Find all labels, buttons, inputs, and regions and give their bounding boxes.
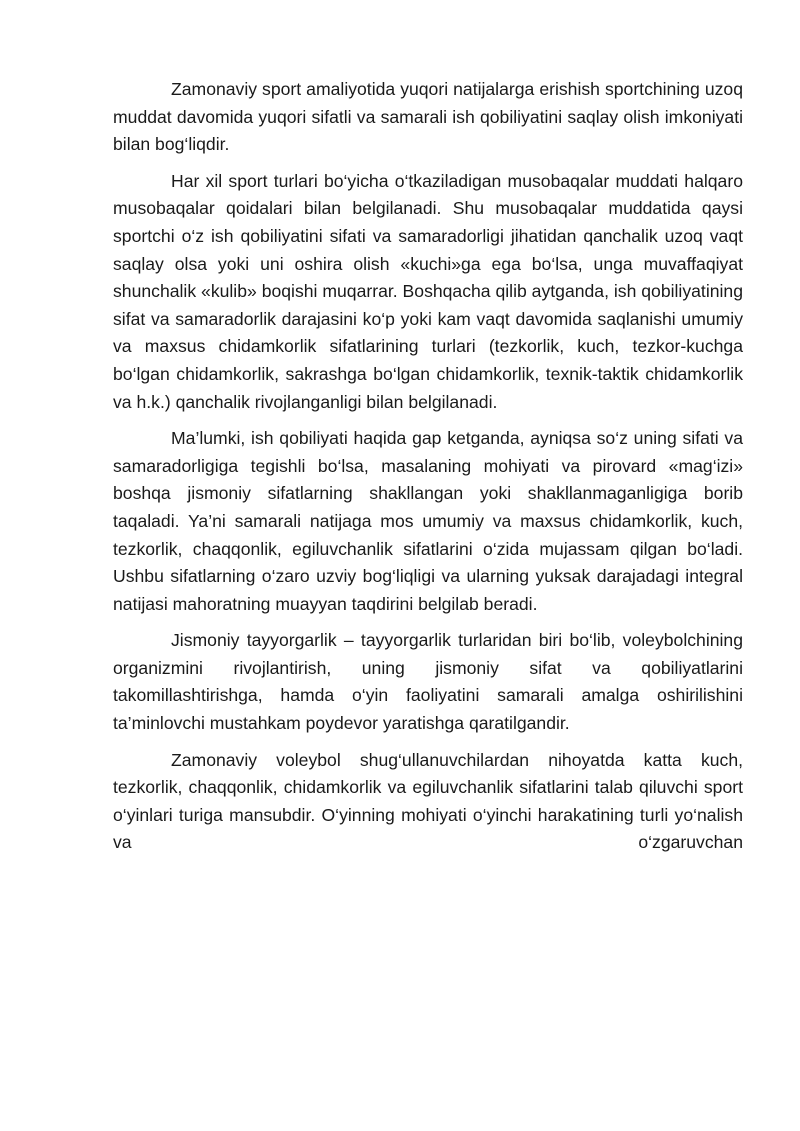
- paragraph-5: Zamonaviy voleybol shug‘ullanuvchilardan nihoyatda katta kuch, tezkorlik, chaqqonlik, chidamkorlik va egiluvchanlik sifatlarini talab qiluvchi sport o‘yinlari turiga mansubdir. O‘yinning mohiyati o‘yinchi harakatining turli yo‘nalish va o‘zgaruvchan: [113, 749, 743, 853]
- document-body: [113, 76, 743, 866]
- paragraph-4: Jismoniy tayyorgarlik – tayyorgarlik turlaridan biri bo‘lib, voleybolchining organizmini rivojlantirish, uning jismoniy sifat va qobiliyatlarini takomillashtirishga, hamda o‘yin faoliyatini samarali amalga oshirilishini ta’minlovchi mustahkam poydevor yaratishga qaratilgandir.: [113, 630, 743, 734]
- paragraph-3: Ma’lumki, ish qobiliyati haqida gap ketganda, ayniqsa so‘z uning sifati va samaradorligiga tegishli bo‘lsa, masalaning mohiyati va pirovard «mag‘izi» boshqa jismoniy sifatlarning shakllangan yoki shakllanmaganligiga borib taqaladi. Ya’ni samarali natijaga mos umumiy va maxsus chidamkorlik, kuch, tezkorlik, chaqqonlik, egiluvchanlik sifatlarini o‘zida mujassam qilgan bo‘ladi. Ushbu sifatlarning o‘zaro uzviy bog‘liqligi va ularning yuksak darajadagi integral natijasi mahoratning muayyan taqdirini belgilab beradi.: [113, 428, 743, 614]
- paragraph-1: Zamonaviy sport amaliyotida yuqori natijalarga erishish sportchining uzoq muddat davomida yuqori sifatli va samarali ish qobiliyatini saqlay olish imkoniyati bilan bog‘liqdir.: [113, 79, 743, 155]
- paragraph-2: Har xil sport turlari bo‘yicha o‘tkaziladigan musobaqalar muddati halqaro musobaqalar qoidalari bilan belgilanadi. Shu musobaqalar muddatida qaysi sportchi o‘z ish qobiliyatini sifati va samaradorligi jihatidan qanchalik uzoq vaqt saqlay olsa yoki uni oshira olish «kuchi»ga ega bo‘lsa, unga muvaffaqiyat shunchalik «kulib» boqishi muqarrar. Boshqacha qilib aytganda, ish qobiliyatining sifat va samaradorlik darajasini ko‘p yoki kam vaqt davomida saqlanishi umumiy va maxsus chidamkorlik sifatlarining turlari (tezkorlik, kuch, tezkor-kuchga bo‘lgan chidamkorlik, sakrashga bo‘lgan chidamkorlik, texnik-taktik chidamkorlik va h.k.) qanchalik rivojlanganligi bilan belgilanadi.: [113, 170, 743, 412]
